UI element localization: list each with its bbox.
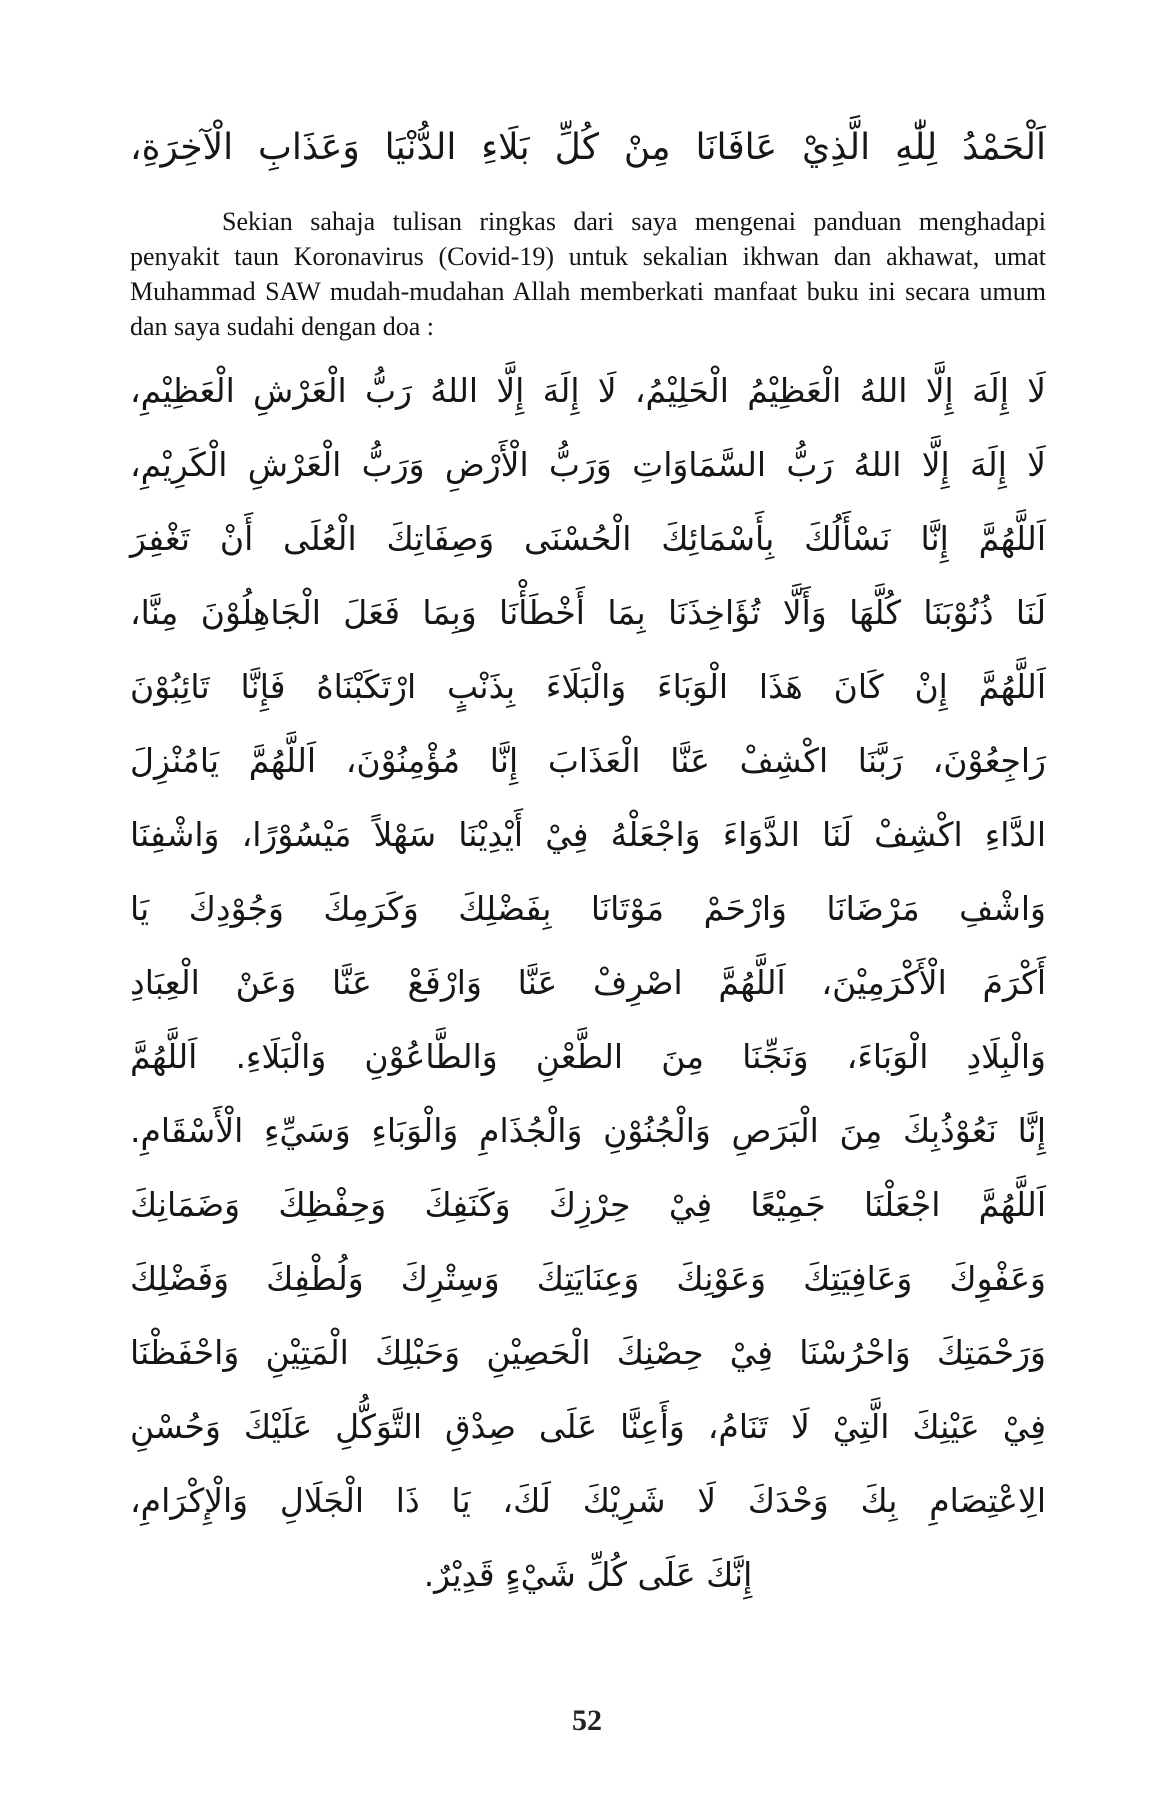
dua-line-17: إِنَّكَ عَلَى كُلِّ شَيْءٍ قَدِيْرٌ. — [423, 1555, 753, 1594]
dua-line-16: الِاعْتِصَامِ بِكَ وَحْدَكَ لَا شَرِيْكَ لَكَ، يَا ذَا الْجَلَالِ وَالْإِكْرَامِ، — [130, 1481, 1046, 1520]
dua-line-10: وَالْبِلَادِ الْوَبَاءَ، وَنَجِّنَا مِنَ الطَّعْنِ وَالطَّاعُوْنِ وَالْبَلَاءِ. اَللَّهُمَّ — [130, 1037, 1046, 1076]
dua-line-8: وَاشْفِ مَرْضَانَا وَارْحَمْ مَوْتَانَا بِفَضْلِكَ وَكَرَمِكَ وَجُوْدِكَ يَا — [130, 889, 1046, 928]
dua-line-1: لَا إِلَهَ إِلَّا اللهُ الْعَظِيْمُ الْحَلِيْمُ، لَا إِلَهَ إِلَّا اللهُ رَبُّ الْعَرْشِ الْعَظِيْمِ، — [130, 371, 1046, 410]
dua-line-13: وَعَفْوِكَ وَعَافِيَتِكَ وَعَوْنِكَ وَعِنَايَتِكَ وَسِتْرِكَ وَلُطْفِكَ وَفَضْلِكَ — [130, 1259, 1046, 1298]
dua-line-12: اَللَّهُمَّ اجْعَلْنَا جَمِيْعًا فِيْ حِرْزِكَ وَكَنَفِكَ وَحِفْظِكَ وَضَمَانِكَ — [130, 1185, 1046, 1224]
dua-line-6: رَاجِعُوْنَ، رَبَّنَا اكْشِفْ عَنَّا الْعَذَابَ إِنَّا مُؤْمِنُوْنَ، اَللَّهُمَّ يَامُنْزِلَ — [130, 741, 1046, 780]
arabic-opening-line: اَلْحَمْدُ لِلّٰهِ الَّذِيْ عَافَانَا مِنْ كُلِّ بَلَاءِ الدُّنْيَا وَعَذَابِ الْآخِرَةِ، — [130, 127, 1046, 168]
dua-line-7: الدَّاءِ اكْشِفْ لَنَا الدَّوَاءَ وَاجْعَلْهُ فِيْ أَيْدِيْنَا سَهْلاً مَيْسُوْرًا، وَاشْفِنَا — [130, 815, 1046, 854]
closing-paragraph: Sekian sahaja tulisan ringkas dari saya mengenai panduan menghadapi penyakit taun Koronavirus (Covid-19) untuk sekalian ikhwan dan akhawat, umat Muhammad SAW mudah-mudahan Allah memberkati manfaat buku ini secara umum dan saya sudahi dengan doa : — [130, 207, 1046, 341]
dua-line-3: اَللَّهُمَّ إِنَّا نَسْأَلُكَ بِأَسْمَائِكَ الْحُسْنَى وَصِفَاتِكَ الْعُلَى أَنْ تَغْفِرَ — [130, 519, 1046, 558]
dua-block — [130, 354, 1046, 1612]
dua-line-2: لَا إِلَهَ إِلَّا اللهُ رَبُّ السَّمَاوَاتِ وَرَبُّ الْأَرْضِ وَرَبُّ الْعَرْشِ الْكَرِيْمِ، — [130, 445, 1046, 484]
dua-line-14: وَرَحْمَتِكَ وَاحْرُسْنَا فِيْ حِصْنِكَ الْحَصِيْنِ وَحَبْلِكَ الْمَتِيْنِ وَاحْفَظْنَا — [130, 1333, 1046, 1372]
dua-line-4: لَنَا ذُنُوْبَنَا كُلَّهَا وَأَلَّا تُؤَاخِذَنَا بِمَا أَخْطَأْنَا وَبِمَا فَعَلَ الْجَاهِلُوْنَ مِنَّا، — [130, 593, 1046, 632]
dua-line-5: اَللَّهُمَّ إِنْ كَانَ هَذَا الْوَبَاءَ وَالْبَلَاءَ بِذَنْبٍ ارْتَكَبْنَاهُ فَإِنَّا تَائِبُوْنَ — [130, 667, 1046, 706]
dua-line-9: أَكْرَمَ الْأَكْرَمِيْنَ، اَللَّهُمَّ اصْرِفْ عَنَّا وَارْفَعْ عَنَّا وَعَنْ الْعِبَادِ — [130, 963, 1046, 1002]
dua-line-15: فِيْ عَيْنِكَ الَّتِيْ لَا تَنَامُ، وَأَعِنَّا عَلَى صِدْقِ التَّوَكُّلِ عَلَيْكَ وَحُسْنِ — [130, 1407, 1046, 1446]
page-number: 52 — [572, 1704, 602, 1737]
dua-line-11: إِنَّا نَعُوْذُبِكَ مِنَ الْبَرَصِ وَالْجُنُوْنِ وَالْجُذَامِ وَالْوَبَاءِ وَسَيِّءِ الْأَسْقَامِ. — [130, 1111, 1046, 1150]
